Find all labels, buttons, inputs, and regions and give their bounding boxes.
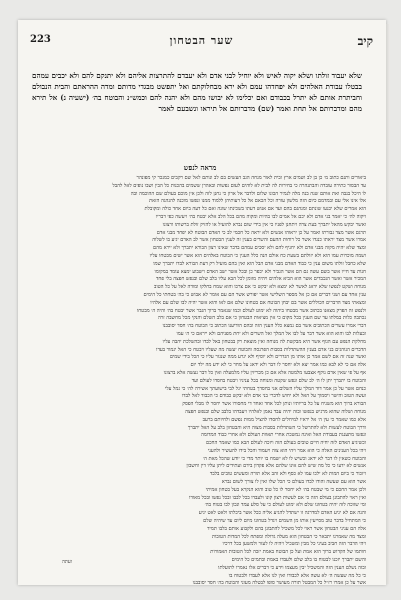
commentary-line: ובעלות לבו והוא הוא אשר דבר על לבו אל המלך ואל השרים ולא יחת מפניהם ולא ייראם כי ה׳ עמו [176, 330, 366, 337]
commentary-line: חותמו של הקדוש ברוך הוא אמת ועל כן הבוטח באמת יזכה לכל הטובות האמורות [210, 549, 366, 556]
commentary-line: הבורא ברוך הוא משגיח על כל בריותיו ונותן לכל אחד ואחד די מחסורו אשר יחסר לו מבלי הפסק [182, 401, 366, 408]
commentary-line: ויזכור כי ביום המות לא ילכו עמו לא כסף ולא זהב אלא תורה ומעשים טובים בלבד [209, 471, 366, 478]
commentary-line: ענין אחד עם ושני דברים אם כן אל מספר השלישי אשר יפורש אשר הם עם אומר לא אבוש כי בה׳ בטחתי כל הימים [143, 291, 366, 298]
commentary-line: אלו אינו אלי עם ובמדמם כיום הזה מלשון עזרה וכל הכאם אל כל דעותיהן ללמוד ממנו ונפשו מוכנה להנהגה הזאת [149, 198, 366, 205]
page-edge [386, 24, 390, 584]
commentary-line: אשר על כן אמרו רז״ל כל המבטל תורה מעושר סופו לבטלה מעוני והבוטח בה׳ חסד יסובבנו [192, 580, 366, 587]
main-text-block: שלא יעבוד זולתו ושלא יקוה לאיש ולא יוחיל לבני אדם ולא יעבדם להתרצות אליהם ולא יתנקם להם ולא יכבים עמהם בבטלו עבודת האלהים ולא יפחדהו עמם ולא ירא מבחלוקתם ואל יתפשט מבגדי מדותם ומדה ההראתם והבית הנבולם וחביתרת אותם לא יתרל בכבודם ואם יכלימו לא יבושו מהם ולא יהנה להם וכמש״נ והבוטח בה׳ (ישעיה נ) אל תירא מהם ומדברותם אל תחת ואמר (שם) מדברותם אל תיראו ונשבעם לאמר [32, 71, 362, 113]
commentary-line: מחלקת הנפש עם הגוף אשר היא מבקשת לה מנוחה ואין מוצאת רק בבטחון באל לבדו ובהשלכת יהבה עליו [162, 338, 366, 345]
commentary-line: דברי אמרו עשרים הכתובים אשר בם נמצא כלל הענין הזה ובהם הודיענו הכתוב כי הבוטח בה׳ חסד יסובבנו [162, 323, 366, 330]
commentary-line: אנשים לא ידעו כי כל מה שיש להם אינו שלהם אלא פקדון בידם ועתידים ליתן עליו דין וחשבון [186, 463, 366, 470]
commentary-line: ביאורים ותנם כתוב מ׳ כן בן לב ושמים ארץ ובית לאור מנחה הגב העשים בם לב ונותם לאל שם רקבים כמנכר קי מפונהר [136, 175, 366, 181]
commentary-line: מנוחה ושקט לנפשו שלא ידאג לאשר לא ימצא ולא יבקש כי אם צרכו והוא שמח בחלקו ומודה לאל על כל הטוב [153, 284, 366, 291]
commentary-line: תרגם אשר מצד גבורתו ואמר על כן יראוהו אנשים ולא יראה כל חכמי לב כי האדם הבוטח לא יפחד מבני אדם [156, 229, 366, 236]
commentary-line: ובזה נשלם הענין הזה והמשכיל יבין מעצמו וידע כי דברים אלו נאמרו לתועלתו [218, 564, 366, 571]
commentary-line: ומצאתי מצד הדברים הכוללים אשר בם יבחן הבוטח אם בטחונו שלם אם לאו והוא אשר יהיה לבו שלם עם אלהיו [150, 299, 366, 306]
commentary-line: ודרך הבוטח לעשות ולא להתרשל כי השתדלות בסבות מצוה היא והבטחון בלב על האל יתברך [187, 424, 366, 431]
commentary-line: ויקוה לה׳ כי יאמר בני אדם ולא יכם אל אמים לבו בהיות ומקוה מהם בכל הלב אלא יבטח בה׳ ויעשה כפי דבריו [155, 213, 366, 220]
commentary-line: ויהי הדבר הזה חביב בעיני כל מבין ומשכיל ויהיה לו לעזר ולמשען בכל דרכיו [222, 541, 366, 548]
page-number: 223 [30, 34, 51, 45]
commentary-block [22, 175, 366, 587]
commentary-line: ולנפש זה הפרק מצאנו בכתוב אשר מבטחו ביהוה לא ימוט לעולם וכמו שנאמר ברוך הגבר אשר יבטח בה׳ והיה ה׳ מבטחו [136, 307, 366, 314]
commentary-line: אשר הוא עם שעשה והודו לבדו בעולם כי הכל שלו ואין לו צורך לשום נברא [221, 479, 366, 486]
commentary-line: לו היכל בנבה ואת אותם שנה בנה מלה לנמיר הכונו שלום ולדבר אל ארון כי נחנן לזה ולכן אין מוכם בעולם שם ההוכמה ובה [130, 190, 366, 197]
commentary-line: כי כל מה שעשה ה׳ לא עשה אלא לכבודו ואין לנו אלא לעבדו ולבטוח בו [228, 572, 366, 579]
commentary-line: ועשה הטוב והישר ויסמוך על האל ולא יחוש לדברי בני אדם ולא יבקש כבודם כי הכבוד לאל לבדו [181, 393, 366, 400]
commentary-line: אף על פי שאין אדם נוקף אצבעו מלמטה אלא אם כן מכריזין עליו מלמעלה ואין כל דבר נעשה אלא ברצונו [163, 369, 366, 376]
commentary-line: והשם יתברך יזכנו לבטוח בו בלב שלם ולעבדו באמת ובתמים כל הימים [231, 557, 366, 564]
commentary-line: ולכן אמר החכם כי מי שבטח בה׳ לא יחסר לו כל טוב והוא הנקרא בעל בטחון אמיתי [205, 486, 366, 493]
commentary-line: אמרו אשר מצד יראתו כנגדו אשר כל רוחות ההעם והשרים בענין זה לענין הבטחון אשר לב האדם יגיע בו לשלוה [152, 237, 366, 244]
commentary-heading: מראה לנפש [183, 163, 217, 172]
commentary-line: והבוטח בו יתברך יתן לו ה׳ לב שלם ונפש שקטה ומנוחה בכל עניניו ויבטח בחסדו לעולם ועד [191, 377, 366, 384]
commentary-line: שלא כחבל זולתו משום ענין כי כבוד האדם מבני אדם הבל הוא ואין בהם מועיל רק דעת הבורא לבדו יתברך שמו [153, 260, 366, 267]
commentary-line: מנוחה ושלוה שהוא מרגיש בנפשו ובזה יהיה עבד נאמן לאלהיו ויעבדהו בלבב שלם ובנפש חפצה [185, 408, 366, 415]
commentary-line: אלה אם כי לא לבא כמו אמר יצא ולא יחסר לו דבר ולא ידאג על מחר כי לא ידע מה ילד יום [190, 362, 366, 369]
hebrew-page-number: קיב [357, 34, 373, 48]
commentary-line: ואשר שנה זה אם לשם אמר כן אותו מן הגדרים ולא יוסיף ולא יגרע ממה שנגזר עליו כי הכל בידי שמים [169, 354, 366, 361]
catchword: ועתה [62, 559, 73, 565]
commentary-line: ושמה מוכרות עמו הוא ולא יזולתם בשעת כח אולם הנה כלל הענין כי הבוטח באלהים הוא אשר ישים מבטחו עליו [149, 252, 366, 259]
running-title: שער הבטחון [169, 34, 234, 47]
commentary-line: והנה אם לא יגיע האדם למדרגה זו ישתדל להגיע אליה ככל אשר ביכלתו ולאט לאט יגיע [198, 510, 366, 517]
commentary-line: ואשר יבקש מהאל יתברך בעת צרה ויתחנן לפניו כי אין בידי שום נברא להועיל או להזיק זולת ברשותו ורצונו [162, 221, 366, 228]
commentary-line: אלא כמו שאמר כי עין ה׳ אל יראיו למיחלים לחסדו להציל ממות נפשם ולחיותם ברעב [202, 416, 366, 423]
commentary-line: הדברים הנוהגים בני אדם בענין ההשתדלות בסבות הפרנסה והבוטח יעשה מה שעליו ויבטח כי האל יגמור בעדו [156, 346, 366, 353]
commentary-line: חנות עד חייו אשר בשם עשה גם הם אשר הגביר ולא יכפר כן ובכל אשר ישב האדם וישבוע ימצא עומד במקומו [154, 268, 366, 275]
commentary-line: עד הבסור כתירה עובדה והבתנהרה כי בחירות לה לבית לא לוהים לעום נפשות ובאהרן ששמים בהכנות כל הבין ושבו נופים לאל להבל [112, 182, 366, 189]
commentary-line: ונפשו מתענגת בעבודת האל ואינה נמשכת אחרי תאוות העולם ולא אחרי כבוד המדומה [201, 432, 366, 439]
commentary-line: ואין ראוי להתבונן בעולם הזה כי אם לעשות רצון קונו ולעבדו בכל לבבו ובכל נפשו ובכל מאודו [189, 494, 366, 501]
commentary-line: והבוטח כשאין לו דבר לא ידאג וכשיש לו לא ישמח בו יותר מדי כי יודע שהכל מאת ה׳ [202, 455, 366, 462]
commentary-line: ומצד מה שאמרנו יתבאר כי הבטחון הוא מעלה גדולה ומפתח לכל המדות הטובות [211, 533, 366, 540]
commentary-line: ומי שזוכה לזה יהיה בטחונו שלם ולא ימוט לעולם כי על סלע עמד ונכון לבו בטוח בה׳ [204, 502, 366, 509]
commentary-line: אלה הם עניני הבטחון אשר ראוי לכל משכיל להתבונן בהם ולקבוע אותם בלבו תמיד [207, 525, 366, 532]
commentary-line: ומצד שלא יהיה מקוה מבני אדם ולא יחניף להם ולא יסכים עמהם בדבר שאינו רצון הבורא יתברך ולא יירא מהם [153, 245, 366, 252]
commentary-line: הוא אמרים שלא יכנעו שונתם ומנהגם בהם ועד אם אנוש דעתו בשכינתו שונה ואם כל דעה ביום אחד כולה ומקובלת [144, 206, 366, 213]
commentary-line: כי המתחיל בדבר טוב מסייעין אותו מן השמים ויגדל בטחונו מיום ליום עד שיהיה שלם [203, 518, 366, 525]
page-header [30, 34, 373, 52]
commentary-line: וכשיגיע האדם לזה יחיה חיים טובים בעולם הזה ויזכה לעולם הבא כמו שאמר החכם [205, 440, 366, 447]
commentary-line: נכתבה כלות במלתו עד שם הענין בכל מקום כי אין מציאות הבטחון כי אם בלב השלם והנקי מכל מחשבה זרה [157, 315, 366, 322]
commentary-line: כנחם אשר על כן אמר דוד המלך עליו השלום אני בחסדך בטחתי יגל לבי בישועתך אשירה לה׳ כי גמל עלי [164, 385, 366, 392]
commentary-line: ויהי בכל הענינים האלה כי הוא אמר ויהי הוא צוה ויעמוד והכל בידו להעשיר ולהעני [207, 447, 366, 454]
commentary-line: המכיר אשר ואשר הנכבדים אשר הוא הביא אלהים ויהיה מזומן לכל הבא עליו בלב שלם ובנפש חפצה בלי פחד [156, 276, 366, 283]
